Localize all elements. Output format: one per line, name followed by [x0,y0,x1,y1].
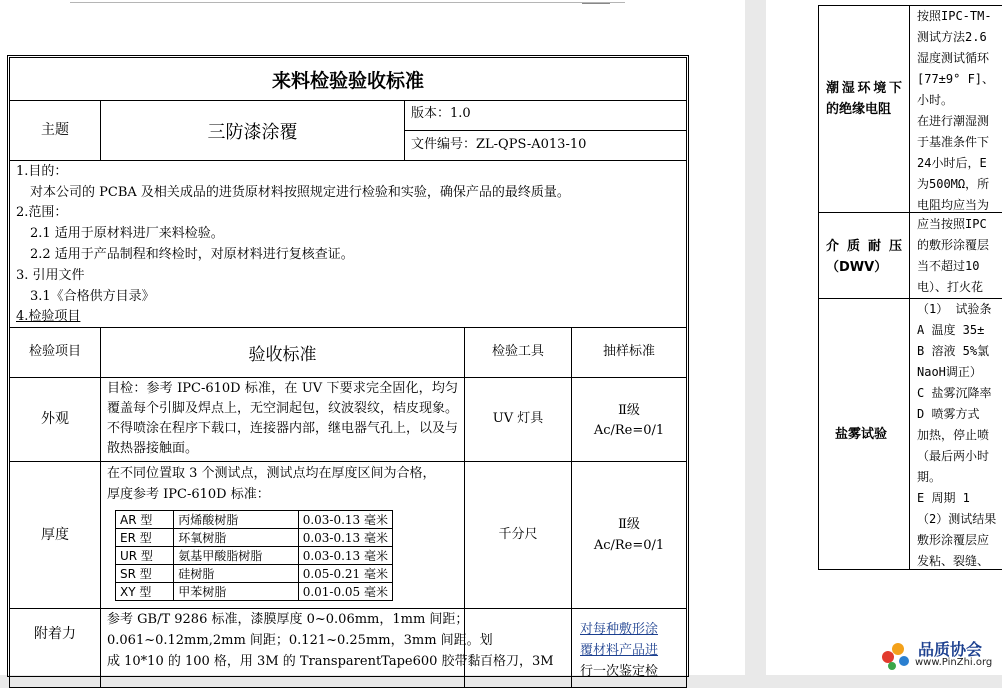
coating-resin: 甲苯树脂 [174,583,298,601]
adhesion-sampling-line-2: 覆材料产品进 [580,643,659,658]
scope-item-1: 2.1 适用于原材料进厂来料检验。 [30,226,224,241]
sampling-level: Ⅱ级 [618,517,640,532]
logo-name: 品质协会 [918,640,983,659]
text-line: 按照IPC-TM- [917,9,992,23]
text-line: 的敷形涂覆层 [917,238,990,252]
coating-type: AR 型 [116,511,174,529]
text-line: [77±9° F]、 [917,72,995,86]
doc-title: 来料检验验收标准 [9,57,687,101]
text-line: D 喷雾方式 [917,407,980,421]
text-line: 在进行潮湿测 [917,114,990,128]
row-thickness-tool: 千分尺 [464,461,572,609]
text-line: 24小时后，E [917,156,987,170]
header-tab-mark [582,0,610,4]
coating-range: 0.01-0.05 毫米 [298,583,392,601]
inspection-items-title: 4.检验项目 [16,309,81,324]
coating-resin: 硅树脂 [174,565,298,583]
coating-type: ER 型 [116,529,174,547]
adhesion-sampling-line-3: 行一次鉴定检 [580,664,659,679]
table-row [116,565,393,583]
header-acceptance-criteria: 验收标准 [100,327,465,378]
header-sampling-standard: 抽样标准 [571,327,687,378]
table-row [116,511,393,529]
sampling-acre: Ac/Re=0/1 [593,538,665,553]
text-line: NaoH调正） [917,365,982,379]
text-line: 应当按照IPC [917,217,987,231]
coating-range: 0.03-0.13 毫米 [298,511,392,529]
text-line: A 温度 35± [917,323,985,337]
text-line: （1） 试验条 [917,302,992,316]
right-row-label-salt-spray: 盐雾试验 [835,427,888,442]
coating-type: SR 型 [116,565,174,583]
text-line: 小时。 [917,93,954,107]
text-line: 当不超过10 [917,259,980,273]
purpose-title: 1.目的： [16,164,68,179]
salt-spray-text-block [917,299,996,572]
logo-url: www.PinZhi.org [915,657,993,668]
header-inspection-tool: 检验工具 [464,327,572,378]
header-inspection-item: 检验项目 [9,327,101,378]
coating-resin: 氨基甲酸脂树脂 [174,547,298,565]
coating-range: 0.05-0.21 毫米 [298,565,392,583]
scope-title: 2.范围： [16,205,68,220]
right-row-label-humidity: 潮湿环境下的绝缘电阻 [826,81,902,117]
thickness-criteria-line-2: 厚度参考 IPC-610D 标准： [107,487,270,502]
pinzhi-logo-icon [876,637,916,671]
row-appearance-sampling [571,377,687,462]
coating-range: 0.03-0.13 毫米 [298,547,392,565]
reference-title: 3. 引用文件 [16,268,85,283]
row-adhesion-tool [464,608,572,688]
text-line: 为500MΩ，所 [917,177,990,191]
subject-value: 三防漆涂覆 [100,100,405,161]
table-row [116,529,393,547]
dwv-text-block [917,214,989,298]
header-rule [70,2,625,3]
right-row-label-dwv: 介质耐压（DWV） [826,239,902,275]
adhesion-criteria-line-2: 0.061~0.12mm,2mm 间距；0.121~0.25mm，3mm 间距。划 [107,633,493,648]
row-appearance-item: 外观 [9,377,101,462]
row-appearance-criteria: 目检：参考 IPC-610D 标准，在 UV 下要求完全固化，均匀覆盖每个引脚及焊点上，无空洞起包，纹波裂纹，桔皮现象。不得喷涂在程序下载口，连接器内部，继电器气孔上，以及与散热器接触面。 [100,377,465,462]
humidity-text-block [917,6,994,216]
text-line: B 溶液 5%氯 [917,344,990,358]
scope-item-2: 2.2 适用于产品制程和终检时，对原材料进行复核查证。 [30,247,354,262]
coating-type: UR 型 [116,547,174,565]
coating-type: XY 型 [116,583,174,601]
coating-resin: 丙烯酸树脂 [174,511,298,529]
adhesion-tool-text: 百格刀，3M [480,654,554,669]
thickness-criteria-line-1: 在不同位置取 3 个测试点，测试点均在厚度区间为合格， [107,466,436,481]
text-line: 发粘、裂缝、 [917,554,990,568]
row-adhesion-sampling [571,608,687,688]
text-line: C 盐雾沉降率 [917,386,992,400]
row-thickness-sampling [571,461,687,609]
right-table-divider [909,5,910,570]
table-row [116,583,393,601]
adhesion-criteria-line-3: 成 10*10 的 100 格，用 3M 的 TransparentTape600 胶带黏 [107,654,481,669]
text-line: 电）、打火花 [917,280,984,294]
text-line: 测试方法2.6 [917,30,987,44]
text-line: 敷形涂覆层应 [917,533,990,547]
row-thickness-item: 厚度 [9,461,101,609]
row-adhesion-item: 附着力 [9,608,101,688]
adhesion-criteria-line-1: 参考 GB/T 9286 标准，漆膜厚度 0~0.06mm，1mm 间距； [107,612,469,627]
row-adhesion-criteria [100,608,493,688]
text-line: 加热，停止喷 [917,428,990,442]
subject-label: 主题 [9,100,101,161]
coating-range: 0.03-0.13 毫米 [298,529,392,547]
coating-resin: 环氧树脂 [174,529,298,547]
text-line: 电阻均应当为 [917,198,990,212]
sampling-acre: Ac/Re=0/1 [593,423,665,438]
text-line: 期。 [917,470,942,484]
adhesion-sampling-line-1: 对每种敷形涂 [580,622,659,637]
row-appearance-tool: UV 灯具 [464,377,572,462]
purpose-text: 对本公司的 PCBA 及相关成品的进货原材料按照规定进行检验和实验，确保产品的最终质量。 [30,185,570,200]
coating-thickness-table [115,510,393,601]
table-row [116,547,393,565]
file-number-field: 文件编号：ZL-QPS-A013-10 [404,130,687,161]
text-line: （最后两小时 [917,449,990,463]
text-line: （2）测试结果 [917,512,997,526]
text-line: E 周期 1 [917,491,970,505]
version-field: 版本：1.0 [404,100,687,131]
text-line: 湿度测试循环 [917,51,990,65]
text-line: 于基准条件下 [917,135,990,149]
reference-item-1: 3.1《合格供方目录》 [30,289,155,304]
sampling-level: Ⅱ级 [618,403,640,418]
